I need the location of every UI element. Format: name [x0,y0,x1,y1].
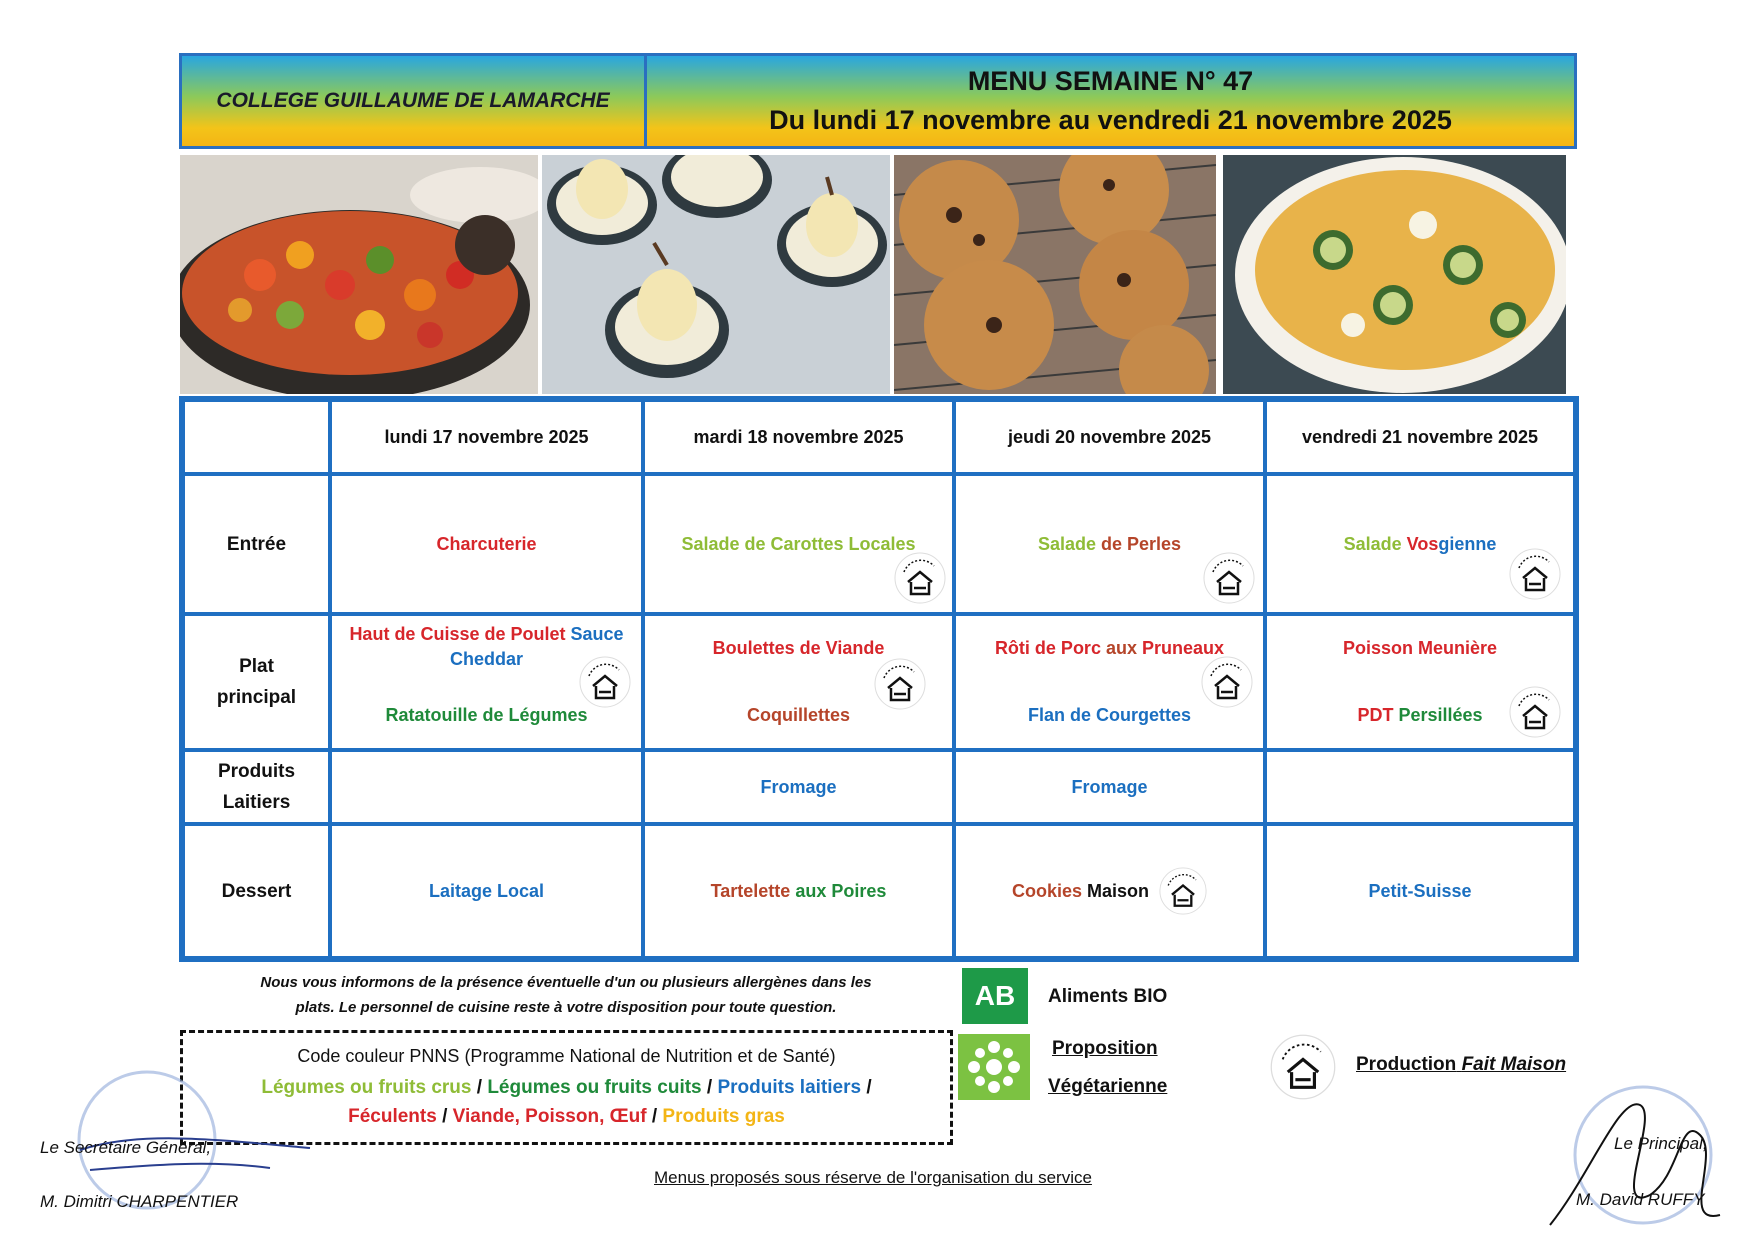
fait-maison-icon [1509,548,1561,600]
entree-mardi [643,474,954,614]
allergen-line: plats. Le personnel de cuisine reste à votre disposition pour toute question. [295,999,837,1016]
dish-part: Tartelette [710,880,791,901]
dish-part: Persillées [1398,705,1483,725]
row-header-line: Laitiers [222,792,291,813]
pnns-title: Code couleur PNNS (Programme National de Nutrition et de Santé) [297,1046,836,1066]
disclaimer: Menus proposés sous réserve de l'organisation du service [654,1168,1092,1187]
dish-part: Sauce [570,624,624,644]
dish [1012,879,1149,904]
pnns-gras: Produits gras [662,1106,785,1127]
pnns-line [183,1073,950,1102]
pnns-feculents: Féculents [348,1106,437,1127]
separator: / [442,1106,448,1127]
dish-part: Maison [1087,880,1150,901]
photo-tartelettes [542,155,890,394]
dish: Petit-Suisse [1368,880,1472,901]
fait-maison-icon [894,552,946,604]
accompaniment: Coquillettes [746,705,850,725]
dish-part: Haut de Cuisse de Poulet [349,624,566,644]
principal-signature [1530,1075,1730,1235]
dessert-lundi [330,824,643,958]
dish-part: de Perles [1101,533,1182,554]
dish-part: Pruneaux [1142,638,1225,658]
row-header-dessert: Dessert [183,824,330,958]
dish-part: aux Poires [795,880,887,901]
dish-part: PDT [1357,705,1394,725]
menu-table [179,396,1579,962]
school-block [182,56,647,146]
plat-vendredi [1265,614,1575,750]
allergen-notice [196,970,936,1020]
photo-cookies [894,155,1216,394]
row-header-line: Plat [239,656,274,677]
separator: / [866,1077,872,1098]
fait-maison-label-part: Production [1356,1054,1457,1075]
menu-header [179,53,1577,149]
separator: / [706,1077,713,1098]
plat-mardi [643,614,954,750]
dish-part: Salade [1037,533,1096,554]
dish: Poisson Meunière [1342,638,1498,658]
laitier-jeudi [954,750,1265,824]
dish: Laitage Local [428,880,545,901]
plat-jeudi [954,614,1265,750]
row-header-line: Produits [217,761,296,782]
principal-name: M. David RUFFY [1576,1190,1705,1209]
secretary-title: Le Secrétaire Général, [40,1138,212,1157]
row-header-plat [183,614,330,750]
dish [1038,532,1181,557]
fait-maison-icon [579,656,631,708]
day-header-vendredi: vendredi 21 novembre 2025 [1265,400,1575,474]
day-header-lundi: lundi 17 novembre 2025 [330,400,643,474]
dish: Boulettes de Viande [712,638,885,658]
dish-part: Salade [1343,533,1402,554]
photo-ratatouille [180,155,538,394]
entree-jeudi [954,474,1265,614]
dish: Salade de Carottes Locales [681,533,916,554]
fait-maison-icon [874,658,926,710]
dish-part: aux [1105,638,1137,658]
allergen-line: Nous vous informons de la présence éventuelle d'un ou plusieurs allergènes dans les [260,974,872,991]
dish-part: gienne [1438,533,1497,554]
dessert-jeudi [954,824,1265,958]
dish-line: Cheddar [449,649,523,669]
photo-flan-courgettes [1223,155,1566,394]
pnns-crus: Légumes ou fruits crus [261,1077,472,1098]
bio-logo-icon [962,968,1028,1024]
row-header-entree: Entrée [183,474,330,614]
vegetarian-icon [958,1034,1030,1100]
pnns-viande: Viande, Poisson, Œuf [452,1106,647,1127]
dish-part: Vos [1406,533,1439,554]
fait-maison-icon [1203,552,1255,604]
accompaniment: Flan de Courgettes [1027,705,1192,725]
pnns-laitiers: Produits laitiers [717,1077,862,1098]
separator: / [476,1077,483,1098]
secretary-name: M. Dimitri CHARPENTIER [40,1192,239,1211]
vegetarian-label-2: Végétarienne [1048,1076,1168,1097]
day-header-jeudi: jeudi 20 novembre 2025 [954,400,1265,474]
corner-cell [183,400,330,474]
plat-lundi [330,614,643,750]
row-header-laitiers [183,750,330,824]
laitier-mardi [643,750,954,824]
school-name: COLLEGE GUILLAUME DE LAMARCHE [216,89,610,112]
week-dates: Du lundi 17 novembre au vendredi 21 novembre 2025 [769,105,1452,135]
row-header-line: principal [216,687,297,708]
laitier-lundi [330,750,643,824]
entree-lundi [330,474,643,614]
week-block [647,56,1574,146]
fait-maison-icon [1201,656,1253,708]
entree-vendredi [1265,474,1575,614]
laitier-vendredi [1265,750,1575,824]
vegetarian-label-1: Proposition [1052,1038,1158,1059]
fait-maison-label-part: Fait Maison [1461,1054,1567,1075]
bio-logo-text: AB [974,980,1016,1011]
dish [349,622,623,647]
dish: Fromage [760,776,837,797]
day-header-mardi: mardi 18 novembre 2025 [643,400,954,474]
week-title: MENU SEMAINE N° 47 [967,66,1254,96]
separator: / [651,1106,658,1127]
fait-maison-legend-icon [1270,1034,1336,1100]
dish-part: Rôti de Porc [994,638,1101,658]
dish-part: Cookies [1011,880,1082,901]
accompaniment: Ratatouille de Légumes [385,705,588,725]
bio-label: Aliments BIO [1048,986,1168,1007]
dessert-mardi [643,824,954,958]
fait-maison-icon [1509,686,1561,738]
principal-title: Le Principal, [1614,1134,1708,1153]
dish [1344,532,1497,557]
fait-maison-label [1356,1054,1566,1076]
dish: Charcuterie [436,533,537,554]
dessert-vendredi [1265,824,1575,958]
pnns-cuits: Légumes ou fruits cuits [487,1077,702,1098]
fait-maison-icon [1159,867,1207,915]
dish: Fromage [1071,776,1148,797]
dish [711,879,887,904]
